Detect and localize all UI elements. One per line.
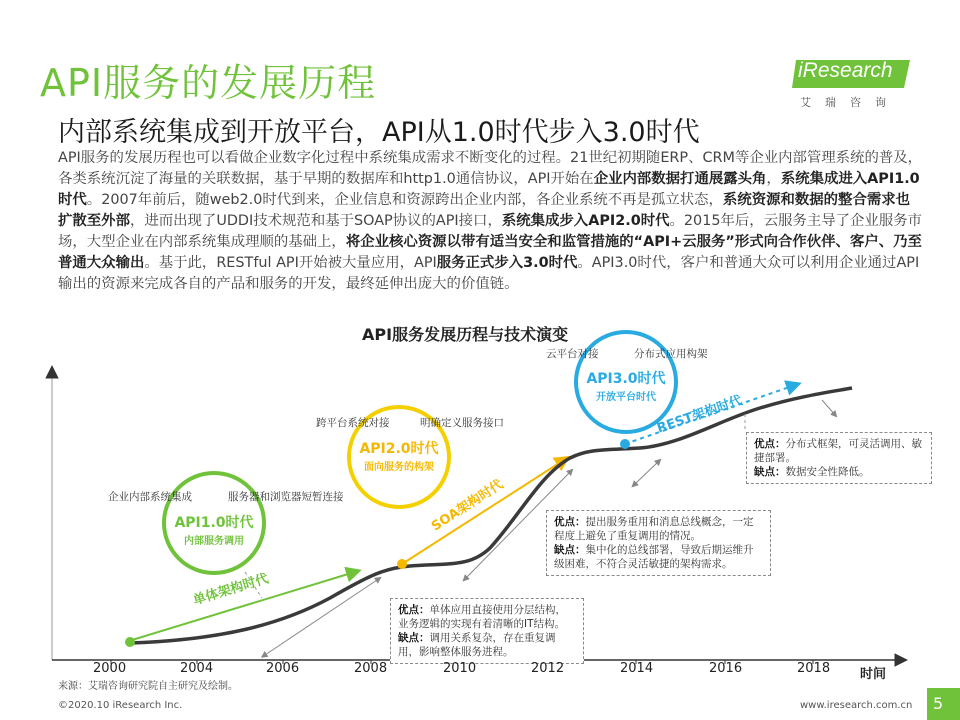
page-subtitle: 内部系统集成到开放平台，API从1.0时代步入3.0时代 [58, 117, 700, 148]
body-text-4: ，进而出现了UDDI技术规范和基于SOAP协议的API接口， [129, 213, 502, 229]
note3-con-label: 缺点： [754, 466, 786, 478]
page-number: 5 [933, 694, 944, 713]
note-rest [746, 432, 932, 484]
api2-title: API2.0时代 [359, 441, 439, 457]
point-api2 [397, 559, 407, 569]
body-text-6: 。基于此，RESTful API开始被大量应用，API [144, 255, 437, 271]
note1-pro-label: 优点： [398, 604, 430, 616]
source-note: 来源：艾瑞咨询研究院自主研究及绘制。 [58, 681, 238, 692]
body-bold-6: 服务正式步入3.0时代 [436, 255, 578, 271]
note2-con-label: 缺点： [554, 544, 586, 556]
note3-pro: 分布式框架，可灵活调用、敏捷部署。 [754, 438, 922, 464]
body-bold-5: 将企业核心资源以带有适当安全和监管措施的“API+云服务”形式向合作伙伴、客户、乃至普通大众输出 [58, 234, 922, 271]
era-soa-label: SOA架构时代 [429, 477, 507, 535]
span-arrow-4 [822, 400, 836, 416]
label-service-interface: 明确定义服务接口 [420, 417, 504, 429]
year-label: 2016 [709, 661, 743, 676]
body-bold-2: 系统集成进入API1.0时代 [58, 171, 920, 208]
era2-arrow [402, 458, 567, 564]
api3-caption [576, 368, 676, 403]
page-number-tab [927, 688, 960, 720]
note3-pro-label: 优点： [754, 438, 786, 450]
year-label: 2018 [797, 661, 831, 676]
note1-pro: 单体应用直接使用分层结构，业务逻辑的实现有着清晰的IT结构。 [398, 604, 566, 630]
page-title: API服务的发展历程 [40, 61, 377, 105]
era-rest-label: REST架构时代 [655, 393, 745, 437]
label-server-browser: 服务器和浏览器短暂连接 [228, 491, 344, 503]
point-api3 [620, 439, 630, 449]
body-bold-3: 系统资源和数据的整合需求也扩散至外部 [58, 192, 911, 229]
year-label: 2012 [531, 661, 565, 676]
body-text-3: 。2007年前后，随web2.0时代到来，企业信息和资源跨出企业内部，各企业系统不再是孤立状态， [86, 192, 723, 208]
logo-cn-text: 艾瑞咨询 [800, 96, 900, 109]
year-label: 2008 [354, 661, 388, 676]
body-text-2: ， [766, 171, 781, 187]
year-label: 2000 [93, 661, 127, 676]
note-monolithic [390, 598, 584, 664]
api1-subtitle: 内部服务调用 [184, 536, 244, 547]
note-soa [546, 510, 771, 576]
note2-con: 集中化的总线部署，导致后期运维升级困难，不符合灵活敏捷的架构需求。 [554, 544, 754, 570]
body-bold-4: 系统集成步入API2.0时代 [501, 213, 670, 229]
note2-pro-label: 优点： [554, 516, 586, 528]
copyright: ©2020.10 iResearch Inc. [58, 700, 183, 711]
api3-subtitle: 开放平台时代 [596, 392, 656, 403]
era-monolithic-label: 单体架构时代 [191, 571, 271, 609]
diagram-title: API服务发展历程与技术演变 [362, 325, 569, 344]
label-cross-platform: 跨平台系统对接 [316, 417, 390, 429]
website-link[interactable]: www.iresearch.com.cn [800, 700, 913, 711]
span-arrow-3 [635, 460, 660, 484]
label-distributed-arch: 分布式应用构架 [634, 348, 708, 360]
api1-title: API1.0时代 [174, 515, 254, 531]
api2-caption [349, 438, 449, 473]
span-arrow-1 [265, 578, 380, 655]
note3-con: 数据安全性降低。 [785, 466, 870, 478]
logo-brand-text: iResearch [798, 59, 893, 82]
api3-title: API3.0时代 [586, 371, 666, 387]
year-label: 2006 [266, 661, 300, 676]
body-text-1: API服务的发展历程也可以看做企业数字化过程中系统集成需求不断变化的过程。21世纪初期随ERP、CRM等企业内部管理系统的普及，各类系统沉淀了海量的关联数据，基于早期的数据库和http1.0通信协议，API开始在 [58, 150, 923, 187]
note1-con: 调用关系复杂，存在重复调用，影响整体服务进程。 [398, 632, 556, 658]
point-api1 [125, 637, 135, 647]
body-bold-1: 企业内部数据打通展露头角 [593, 171, 767, 187]
x-axis-title: 时间 [860, 667, 887, 682]
note2-pro: 提出服务重用和消息总线概念，一定程度上避免了重复调用的情况。 [554, 516, 754, 542]
year-label: 2004 [180, 661, 214, 676]
note1-con-label: 缺点： [398, 632, 430, 644]
api1-caption [164, 512, 264, 547]
year-label: 2014 [620, 661, 654, 676]
body-text-5: 。2015年后，云服务主导了企业服务市场，大型企业在内部系统集成理顺的基础上， [58, 213, 922, 250]
year-label: 2010 [443, 661, 477, 676]
label-internal-integration: 企业内部系统集成 [108, 491, 192, 503]
label-cloud-platform: 云平台对接 [546, 348, 599, 360]
body-text-7: 。API3.0时代，客户和普通大众可以利用企业通过API输出的资源来完成各自的产品和服务的开发，最终延伸出庞大的价值链。 [58, 255, 920, 292]
api2-subtitle: 面向服务的构架 [364, 462, 434, 473]
